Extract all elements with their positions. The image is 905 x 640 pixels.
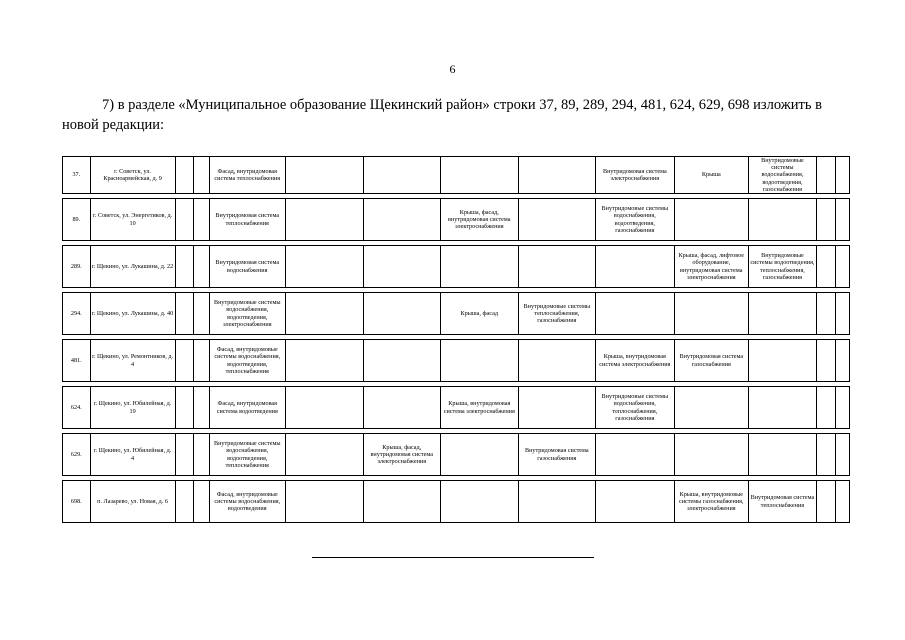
work-type-cell <box>816 198 835 241</box>
table-row <box>62 292 850 335</box>
work-type-cell <box>748 198 816 241</box>
work-type-cell <box>285 386 363 429</box>
work-type-cell: Фасад, внутридомовые системы водоснабжения, водоотведения, теплоснабжения <box>209 339 285 382</box>
table-row <box>62 156 850 194</box>
work-type-cell <box>595 480 674 523</box>
work-type-cell <box>363 198 441 241</box>
work-type-cell <box>363 480 441 523</box>
work-type-cell: Крыша, внутридомовая система электроснабжения <box>595 339 674 382</box>
address-cell: г. Щекино, ул. Юбилейная, д. 4 <box>90 433 175 476</box>
work-type-cell <box>363 386 441 429</box>
work-type-cell: Внутридомовая система теплоснабжения <box>748 480 816 523</box>
work-type-cell <box>193 292 209 335</box>
work-type-cell <box>816 156 835 194</box>
work-type-cell: Крыша, фасад, лифтовое оборудование, внутридомовая система электроснабжения <box>674 245 748 288</box>
work-type-cell: Внутридомовая система теплоснабжения <box>209 198 285 241</box>
work-type-cell: Фасад, внутридомовая система водоотведения <box>209 386 285 429</box>
work-type-cell <box>816 386 835 429</box>
work-type-cell <box>835 245 850 288</box>
work-type-cell <box>285 480 363 523</box>
work-type-cell <box>595 292 674 335</box>
work-type-cell: Внутридомовая система электроснабжения <box>595 156 674 194</box>
work-type-cell <box>518 386 596 429</box>
work-type-cell <box>193 480 209 523</box>
work-type-cell: Внутридомовые системы водоснабжения, водоотведения, электроснабжения <box>209 292 285 335</box>
work-type-cell <box>193 245 209 288</box>
work-type-cell <box>674 292 748 335</box>
work-type-cell <box>748 386 816 429</box>
work-type-cell <box>816 480 835 523</box>
work-type-cell <box>835 386 850 429</box>
work-type-cell <box>518 245 596 288</box>
work-type-cell <box>835 156 850 194</box>
work-type-cell <box>285 292 363 335</box>
work-type-cell <box>285 433 363 476</box>
work-type-cell <box>285 245 363 288</box>
work-type-cell: Крыша, фасад, внутридомовая система электроснабжения <box>440 198 518 241</box>
work-type-cell: Внутридомовые системы водоснабжения, водоотведения, теплоснабжения <box>209 433 285 476</box>
work-type-cell <box>518 156 596 194</box>
address-cell: г. Советск, ул. Красноармейская, д. 9 <box>90 156 175 194</box>
work-type-cell <box>816 433 835 476</box>
work-type-cell: Внутридомовая система газоснабжения <box>674 339 748 382</box>
address-cell: г. Щекино, ул. Ремонтников, д. 4 <box>90 339 175 382</box>
work-type-cell <box>816 292 835 335</box>
work-type-cell: Крыша, внутридомовые системы газоснабжения, электроснабжения <box>674 480 748 523</box>
work-type-cell <box>440 339 518 382</box>
table-row <box>62 245 850 288</box>
address-cell: г. Щекино, ул. Лукашина, д. 40 <box>90 292 175 335</box>
intro-paragraph: 7) в разделе «Муниципальное образование Щекинский район» строки 37, 89, 289, 294, 481, 624, 629, 698 изложить в новой редакции: <box>62 97 822 133</box>
work-type-cell <box>175 292 193 335</box>
work-type-cell: Крыша <box>674 156 748 194</box>
table-row <box>62 198 850 241</box>
table-row <box>62 339 850 382</box>
work-type-cell <box>363 292 441 335</box>
footer-divider <box>312 557 594 558</box>
work-type-cell: Фасад, внутридомовая система теплоснабжения <box>209 156 285 194</box>
work-type-cell <box>518 480 596 523</box>
work-type-cell: Внутридомовая система водоснабжения <box>209 245 285 288</box>
work-type-cell <box>285 156 363 194</box>
row-number-cell: 698. <box>62 480 90 523</box>
row-number-cell: 481. <box>62 339 90 382</box>
work-type-cell <box>175 480 193 523</box>
work-type-cell <box>193 198 209 241</box>
work-type-cell <box>193 156 209 194</box>
work-type-cell <box>674 433 748 476</box>
work-type-cell <box>518 198 596 241</box>
work-type-cell <box>285 198 363 241</box>
work-type-cell: Внутридомовые системы теплоснабжения, газоснабжения <box>518 292 596 335</box>
work-type-cell: Крыша, фасад, внутридомовая система электроснабжения <box>363 433 441 476</box>
row-number-cell: 624. <box>62 386 90 429</box>
table-row <box>62 433 850 476</box>
table-row <box>62 386 850 429</box>
work-type-cell: Фасад, внутридомовые системы водоснабжения, водоотведения <box>209 480 285 523</box>
address-cell: г. Щекино, ул. Юбилейная, д. 19 <box>90 386 175 429</box>
work-type-cell <box>674 386 748 429</box>
row-number-cell: 294. <box>62 292 90 335</box>
work-type-cell <box>748 339 816 382</box>
work-type-cell <box>193 433 209 476</box>
work-type-cell <box>363 339 441 382</box>
work-type-cell <box>595 433 674 476</box>
work-type-cell <box>175 245 193 288</box>
work-type-cell <box>440 480 518 523</box>
work-type-cell: Внутридомовые системы водоотведения, теплоснабжения, газоснабжения <box>748 245 816 288</box>
work-type-cell <box>175 433 193 476</box>
work-type-cell <box>175 198 193 241</box>
row-number-cell: 629. <box>62 433 90 476</box>
row-number-cell: 37. <box>62 156 90 194</box>
work-type-cell <box>835 480 850 523</box>
work-type-cell <box>835 198 850 241</box>
work-type-cell <box>175 156 193 194</box>
work-type-cell <box>816 339 835 382</box>
work-type-cell <box>440 433 518 476</box>
work-type-cell <box>748 433 816 476</box>
work-type-cell: Внутридомовые системы водоснабжения, водоотведения, газоснабжения <box>748 156 816 194</box>
work-type-cell <box>193 386 209 429</box>
work-type-cell <box>816 245 835 288</box>
table-row <box>62 480 850 523</box>
work-type-cell <box>835 339 850 382</box>
work-type-cell <box>440 245 518 288</box>
work-type-cell <box>285 339 363 382</box>
work-type-cell <box>748 292 816 335</box>
work-type-cell <box>835 292 850 335</box>
work-type-cell <box>363 156 441 194</box>
work-type-cell <box>175 386 193 429</box>
page-number: 6 <box>449 62 456 76</box>
row-number-cell: 89. <box>62 198 90 241</box>
work-type-cell: Внутридомовая система газоснабжения <box>518 433 596 476</box>
work-type-cell <box>193 339 209 382</box>
work-type-cell: Внутридомовые системы водоснабжения, теплоснабжения, газоснабжения <box>595 386 674 429</box>
work-type-cell: Крыша, внутридомовая система электроснабжения <box>440 386 518 429</box>
address-cell: г. Советск, ул. Энергетиков, д. 10 <box>90 198 175 241</box>
work-type-cell <box>175 339 193 382</box>
work-type-cell <box>835 433 850 476</box>
row-number-cell: 289. <box>62 245 90 288</box>
registry-table <box>62 152 850 527</box>
work-type-cell <box>518 339 596 382</box>
work-type-cell <box>595 245 674 288</box>
work-type-cell: Крыша, фасад <box>440 292 518 335</box>
address-cell: г. Щекино, ул. Лукашина, д. 22 <box>90 245 175 288</box>
address-cell: п. Лазарево, ул. Новая, д. 6 <box>90 480 175 523</box>
work-type-cell <box>363 245 441 288</box>
work-type-cell <box>674 198 748 241</box>
work-type-cell: Внутридомовые системы водоснабжения, водоотведения, газоснабжения <box>595 198 674 241</box>
work-type-cell <box>440 156 518 194</box>
